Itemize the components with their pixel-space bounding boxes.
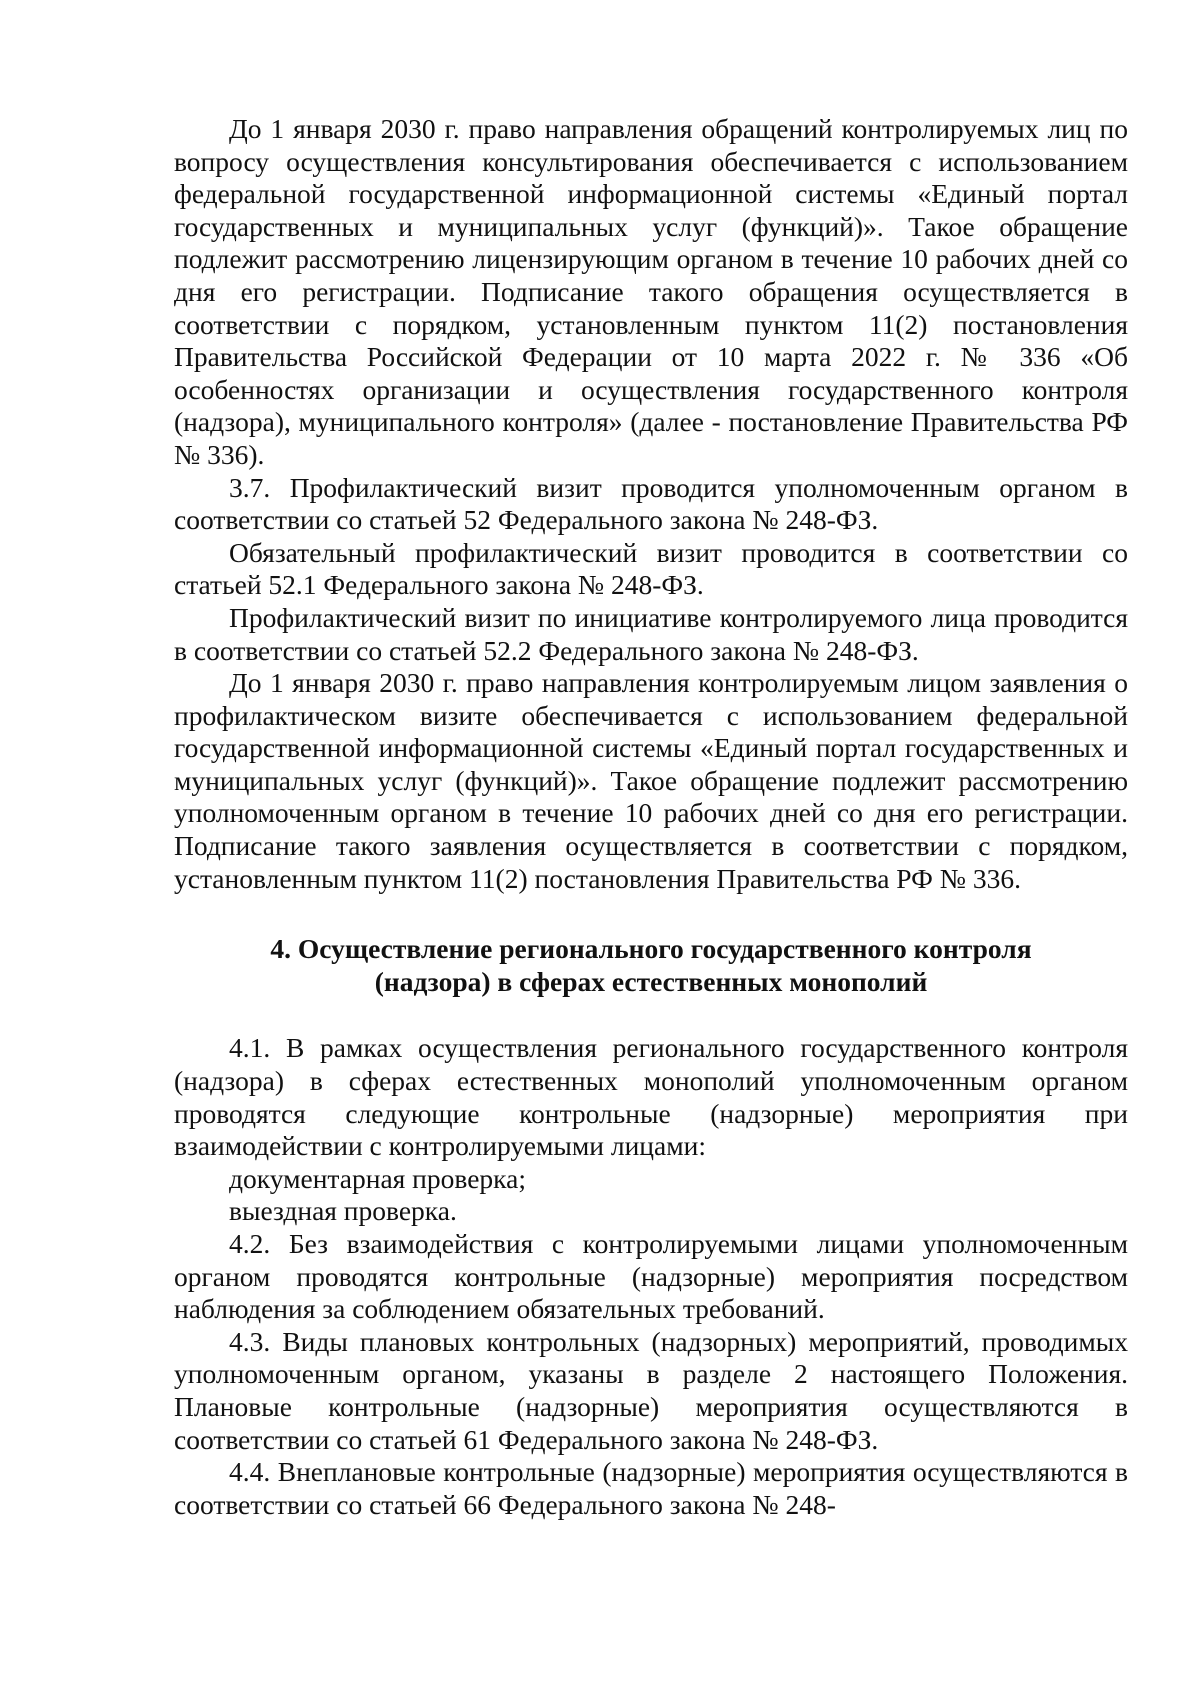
paragraph-4-4: 4.4. Внеплановые контрольные (надзорные) мероприятия осуществляются в соответствии со статьей 66 Федерального закона № 248- xyxy=(174,1456,1128,1520)
paragraph-4-1: 4.1. В рамках осуществления регионального государственного контроля (надзора) в сферах естественных монополий уполномоченным органом проводятся следующие контрольные (надзорные) мероприятия при взаимодействии с контролируемыми лицами: xyxy=(174,1032,1128,1162)
document-page xyxy=(174,113,1128,1521)
section-heading-line-1: 4. Осуществление регионального государственного контроля xyxy=(270,933,1032,965)
paragraph-visit-application: До 1 января 2030 г. право направления контролируемым лицом заявления о профилактическом визите обеспечивается с использованием федеральной государственной информационной системы «Единый портал государственных и муниципальных услуг (функций)». Такое обращение подлежит рассмотрению уполномоченным органом в течение 10 рабочих дней со дня его регистрации. Подписание такого заявления осуществляется в соответствии с порядком, установленным пунктом 11(2) постановления Правительства РФ № 336. xyxy=(174,667,1128,894)
paragraph-mandatory-visit: Обязательный профилактический визит проводится в соответствии со статьей 52.1 Федерального закона № 248-ФЗ. xyxy=(174,536,1128,601)
list-item-documentary-check: документарная проверка; xyxy=(229,1162,526,1194)
paragraph-4-2: 4.2. Без взаимодействия с контролируемыми лицами уполномоченным органом проводятся контрольные (надзорные) мероприятия посредством наблюдения за соблюдением обязательных требований. xyxy=(174,1228,1128,1325)
paragraph-initiative-visit: Профилактический визит по инициативе контролируемого лица проводится в соответствии со статьей 52.2 Федерального закона № 248-ФЗ. xyxy=(174,601,1128,666)
list-item-onsite-check: выездная проверка. xyxy=(229,1195,457,1227)
section-heading-line-2: (надзора) в сферах естественных монополий xyxy=(374,965,928,997)
paragraph-3-7: 3.7. Профилактический визит проводится уполномоченным органом в соответствии со статьей 52 Федерального закона № 248-ФЗ. xyxy=(174,471,1128,536)
section-heading xyxy=(174,933,1128,998)
paragraph-4-3: 4.3. Виды плановых контрольных (надзорных) мероприятий, проводимых уполномоченным органом, указаны в разделе 2 настоящего Положения. Плановые контрольные (надзорные) мероприятия осуществляются в соответствии со статьей 61 Федерального закона № 248-ФЗ. xyxy=(174,1325,1128,1455)
paragraph-consultation-appeals: До 1 января 2030 г. право направления обращений контролируемых лиц по вопросу осуществления консультирования обеспечивается с использованием федеральной государственной информационной системы «Единый портал государственных и муниципальных услуг (функций)». Такое обращение подлежит рассмотрению лицензирующим органом в течение 10 рабочих дней со дня его регистрации. Подписание такого обращения осуществляется в соответствии с порядком, установленным пунктом 11(2) постановления Правительства Российской Федерации от 10 марта 2022 г. № 336 «Об особенностях организации и осуществления государственного контроля (надзора), муниципального контроля» (далее - постановление Правительства РФ № 336). xyxy=(174,113,1128,470)
